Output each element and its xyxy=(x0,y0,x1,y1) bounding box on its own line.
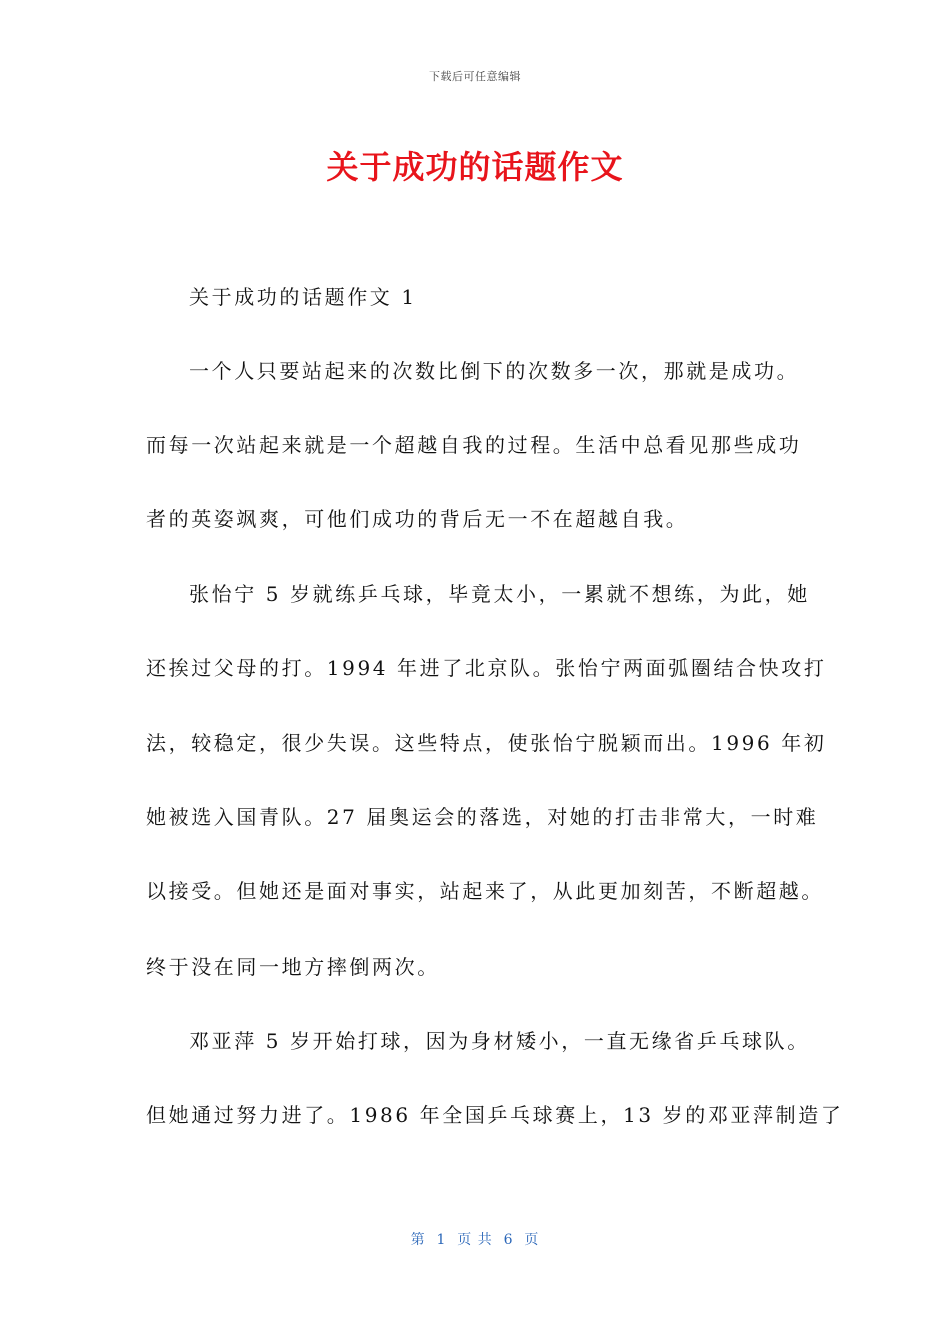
paragraph-line: 以接受。但她还是面对事实，站起来了，从此更加刻苦，不断超越。 xyxy=(146,879,824,903)
paragraph-line: 终于没在同一地方摔倒两次。 xyxy=(146,955,440,979)
paragraph-line: 张怡宁 5 岁就练乒乓球，毕竟太小，一累就不想练，为此，她 xyxy=(189,582,810,606)
document-title: 关于成功的话题作文 xyxy=(326,148,624,186)
header-note: 下载后可任意编辑 xyxy=(429,70,521,83)
paragraph-line: 而每一次站起来就是一个超越自我的过程。生活中总看见那些成功 xyxy=(146,433,802,457)
paragraph-line: 她被选入国青队。27 届奥运会的落选，对她的打击非常大，一时难 xyxy=(146,805,819,829)
paragraph-line: 者的英姿飒爽，可他们成功的背后无一不在超越自我。 xyxy=(146,507,689,531)
paragraph-line: 邓亚萍 5 岁开始打球，因为身材矮小，一直无缘省乒乓球队。 xyxy=(189,1029,810,1053)
paragraph-line: 还挨过父母的打。1994 年进了北京队。张怡宁两面弧圈结合快攻打 xyxy=(146,656,827,680)
section-heading: 关于成功的话题作文 1 xyxy=(189,285,417,309)
paragraph-line: 但她通过努力进了。1986 年全国乒乓球赛上，13 岁的邓亚萍制造了 xyxy=(146,1103,844,1127)
paragraph-line: 法，较稳定，很少失误。这些特点，使张怡宁脱颖而出。1996 年初 xyxy=(146,731,827,755)
page-number-footer: 第 1 页 共 6 页 xyxy=(410,1232,540,1248)
paragraph-line: 一个人只要站起来的次数比倒下的次数多一次，那就是成功。 xyxy=(189,359,800,383)
